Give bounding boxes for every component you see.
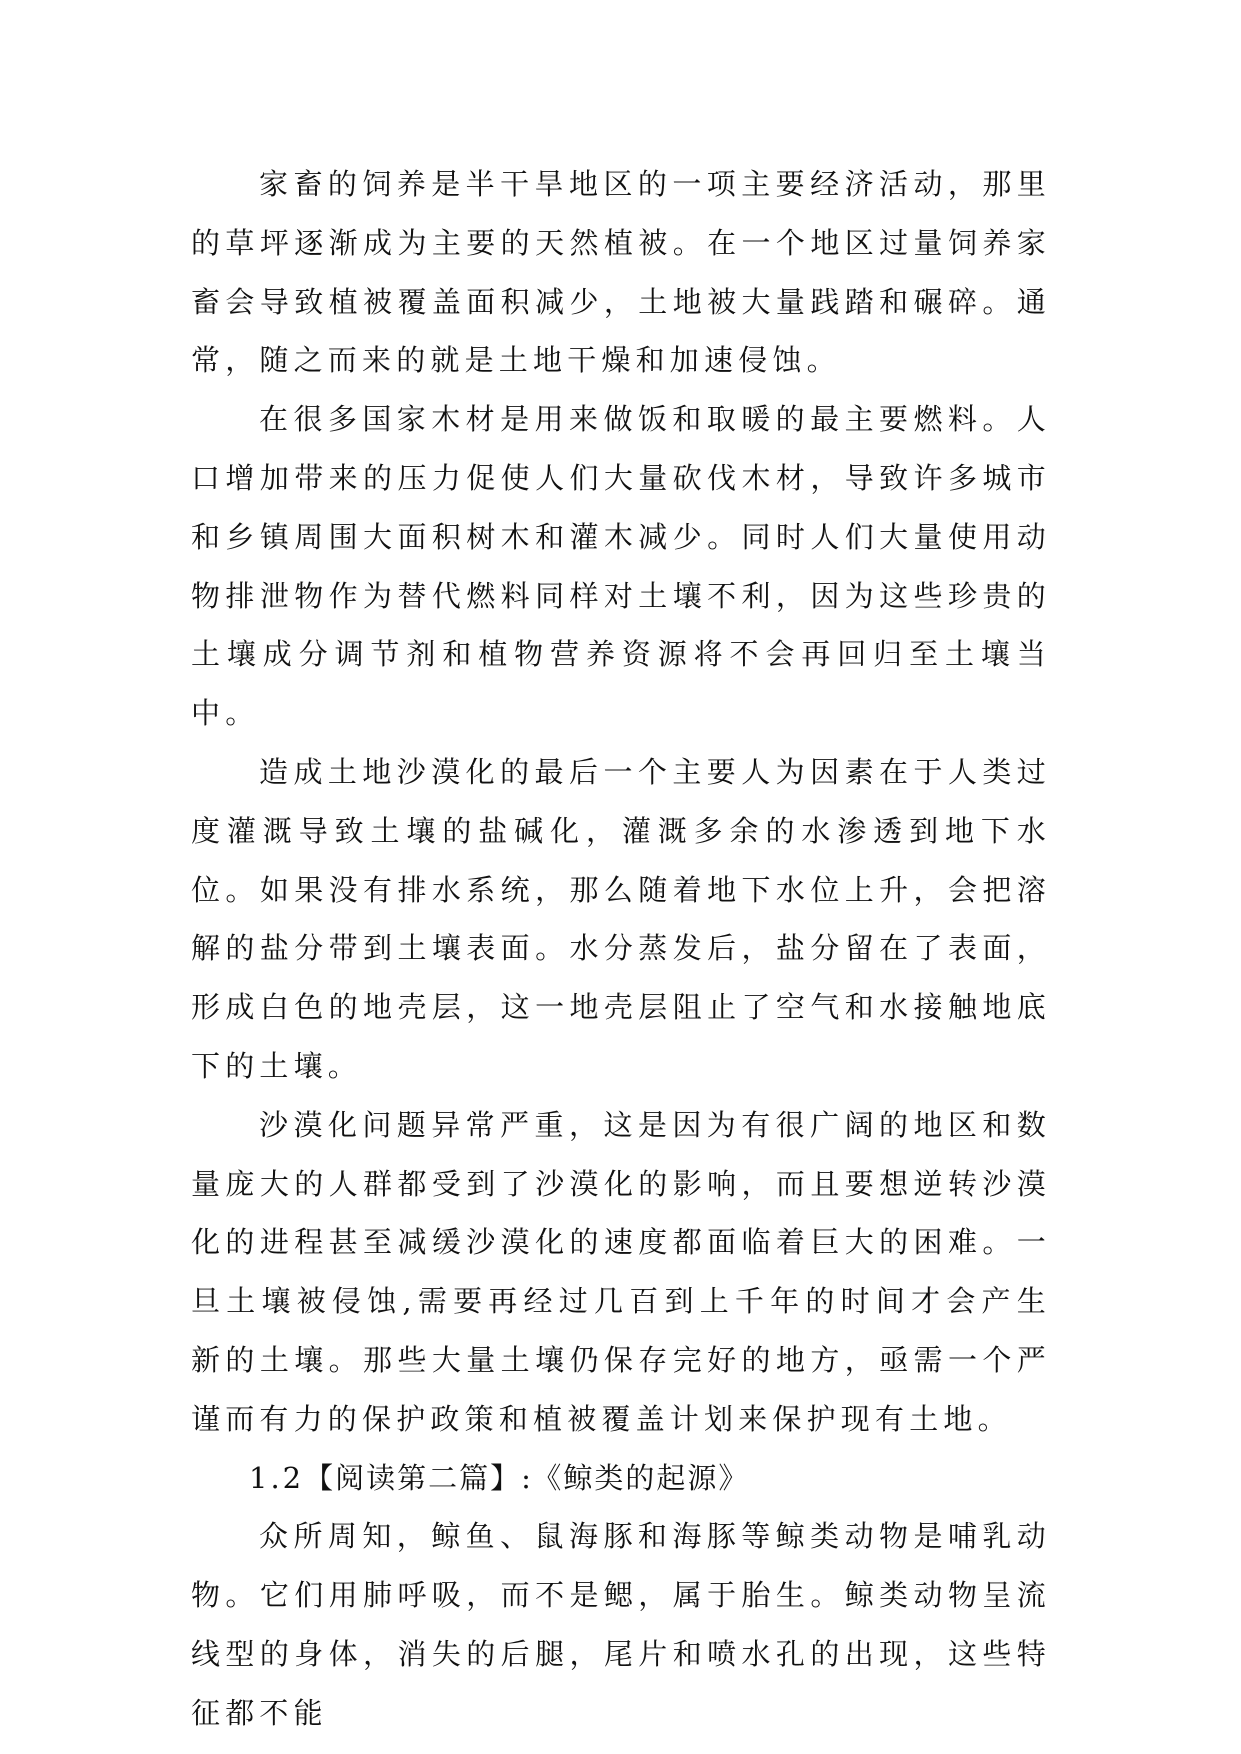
- paragraph-cetacean-intro: 众所周知，鲸鱼、鼠海豚和海豚等鲸类动物是哺乳动物。它们用肺呼吸，而不是鳃，属于胎生。鲸类动物呈流线型的身体，消失的后腿，尾片和喷水孔的出现，这些特征都不能: [191, 1519, 1051, 1730]
- section-separator: :: [521, 1460, 533, 1495]
- paragraph-desertification-severity: 沙漠化问题异常严重，这是因为有很广阔的地区和数量庞大的人群都受到了沙漠化的影响，而且要想逆转沙漠化的进程甚至减缓沙漠化的速度都面临着巨大的困难。一旦土壤被侵蚀,需要再经过几百到上千年的时间才会产生新的土壤。那些大量土壤仍保存完好的地方，亟需一个严谨而有力的保护政策和植被覆盖计划来保护现有土地。: [191, 1107, 1051, 1436]
- paragraph-firewood-fuel: 在很多国家木材是用来做饭和取暖的最主要燃料。人口增加带来的压力促使人们大量砍伐木材，导致许多城市和乡镇周围大面积树木和灌木减少。同时人们大量使用动物排泄物作为替代燃料同样对土壤不利，因为这些珍贵的土壤成分调节剂和植物营养资源将不会再回归至土壤当中。: [191, 402, 1051, 731]
- section-label: 【阅读第二篇】: [304, 1460, 522, 1495]
- section-number: 1.2: [249, 1460, 305, 1495]
- paragraph-irrigation-salinization: 造成土地沙漠化的最后一个主要人为因素在于人类过度灌溉导致土壤的盐碱化，灌溉多余的水渗透到地下水位。如果没有排水系统，那么随着地下水位上升，会把溶解的盐分带到土壤表面。水分蒸发后，盐分留在了表面，形成白色的地壳层，这一地壳层阻止了空气和水接触地底下的土壤。: [191, 754, 1051, 1083]
- section-title: 《鲸类的起源》: [532, 1460, 750, 1495]
- section-heading: [191, 1449, 1051, 1508]
- paragraph-livestock-grazing: 家畜的饲养是半干旱地区的一项主要经济活动，那里的草坪逐渐成为主要的天然植被。在一个地区过量饲养家畜会导致植被覆盖面积减少，土地被大量践踏和碾碎。通常，随之而来的就是土地干燥和加速侵蚀。: [191, 167, 1051, 378]
- document-body: [191, 155, 1051, 1743]
